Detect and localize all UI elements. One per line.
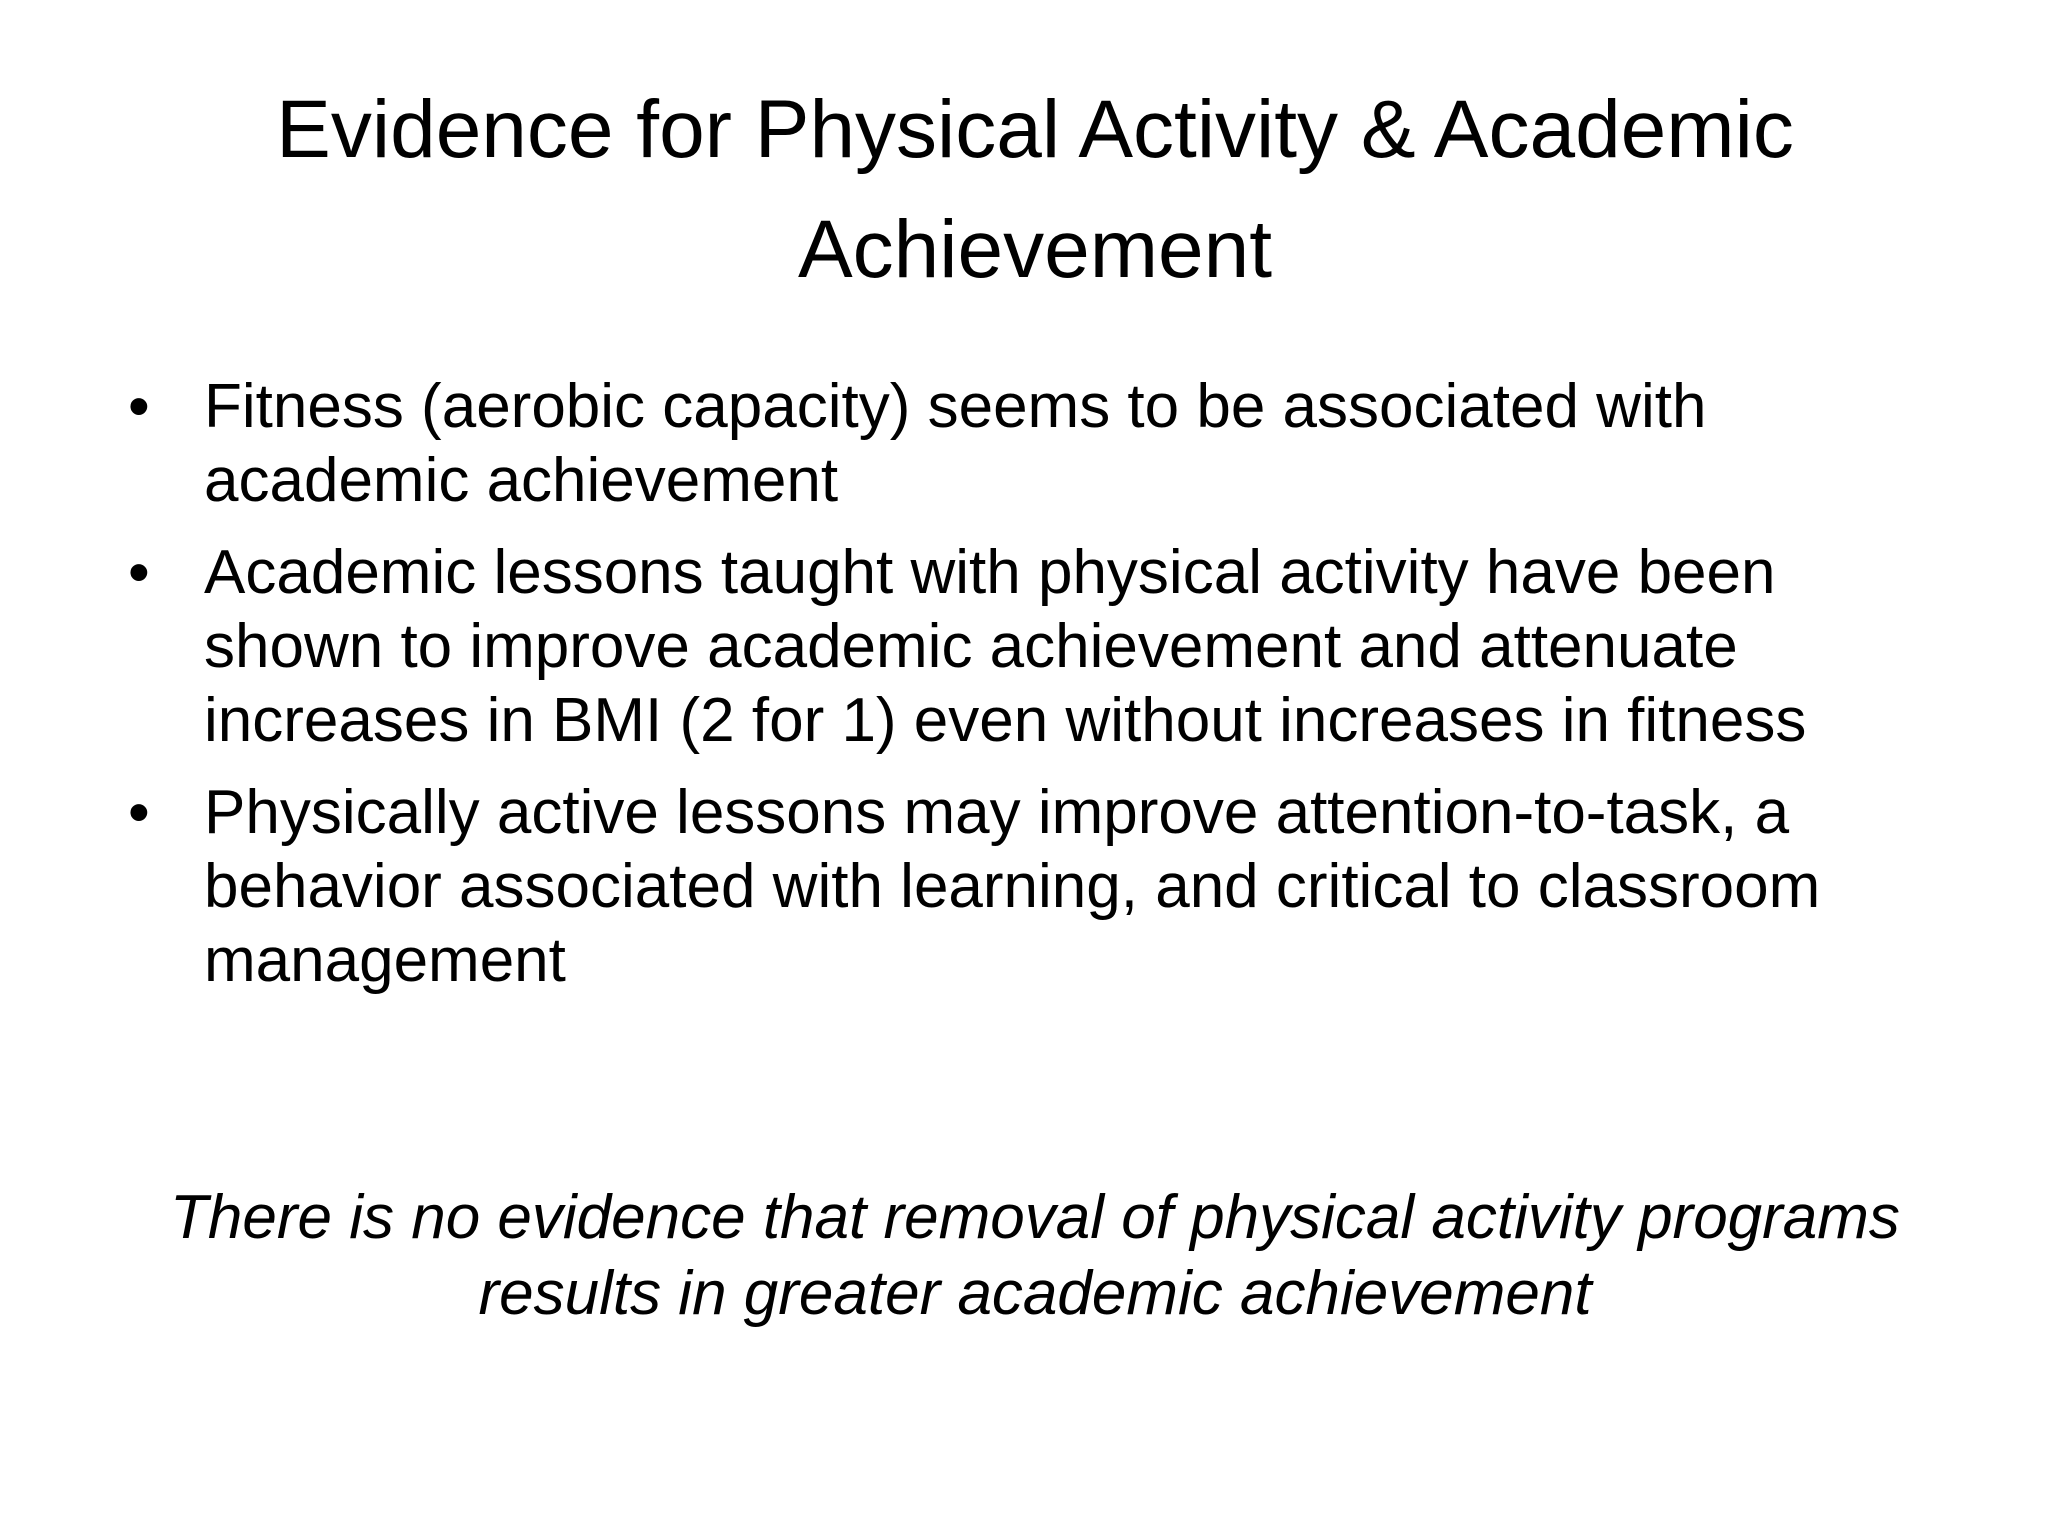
slide-title: Evidence for Physical Activity & Academic Achievement xyxy=(276,84,1794,295)
bullet-text: Fitness (aerobic capacity) seems to be associated with academic achievement xyxy=(204,372,1707,515)
bullet-list xyxy=(118,370,1958,1016)
bullet-point-icon: • xyxy=(128,372,150,441)
bullet-item-fitness xyxy=(118,370,1958,518)
closing-note: There is no evidence that removal of physical activity programs results in greater academic achievement xyxy=(170,1183,1900,1328)
bullet-item-academic-lessons xyxy=(118,536,1958,758)
bullet-text: Academic lessons taught with physical activity have been shown to improve academic achievement and attenuate increases in BMI (2 for 1) even without increases in fitness xyxy=(204,538,1807,755)
bullet-text: Physically active lessons may improve attention-to-task, a behavior associated with learning, and critical to classroom management xyxy=(204,778,1821,995)
bullet-point-icon: • xyxy=(128,538,150,607)
bullet-point-icon: • xyxy=(128,778,150,847)
bullet-item-active-lessons xyxy=(118,776,1958,998)
